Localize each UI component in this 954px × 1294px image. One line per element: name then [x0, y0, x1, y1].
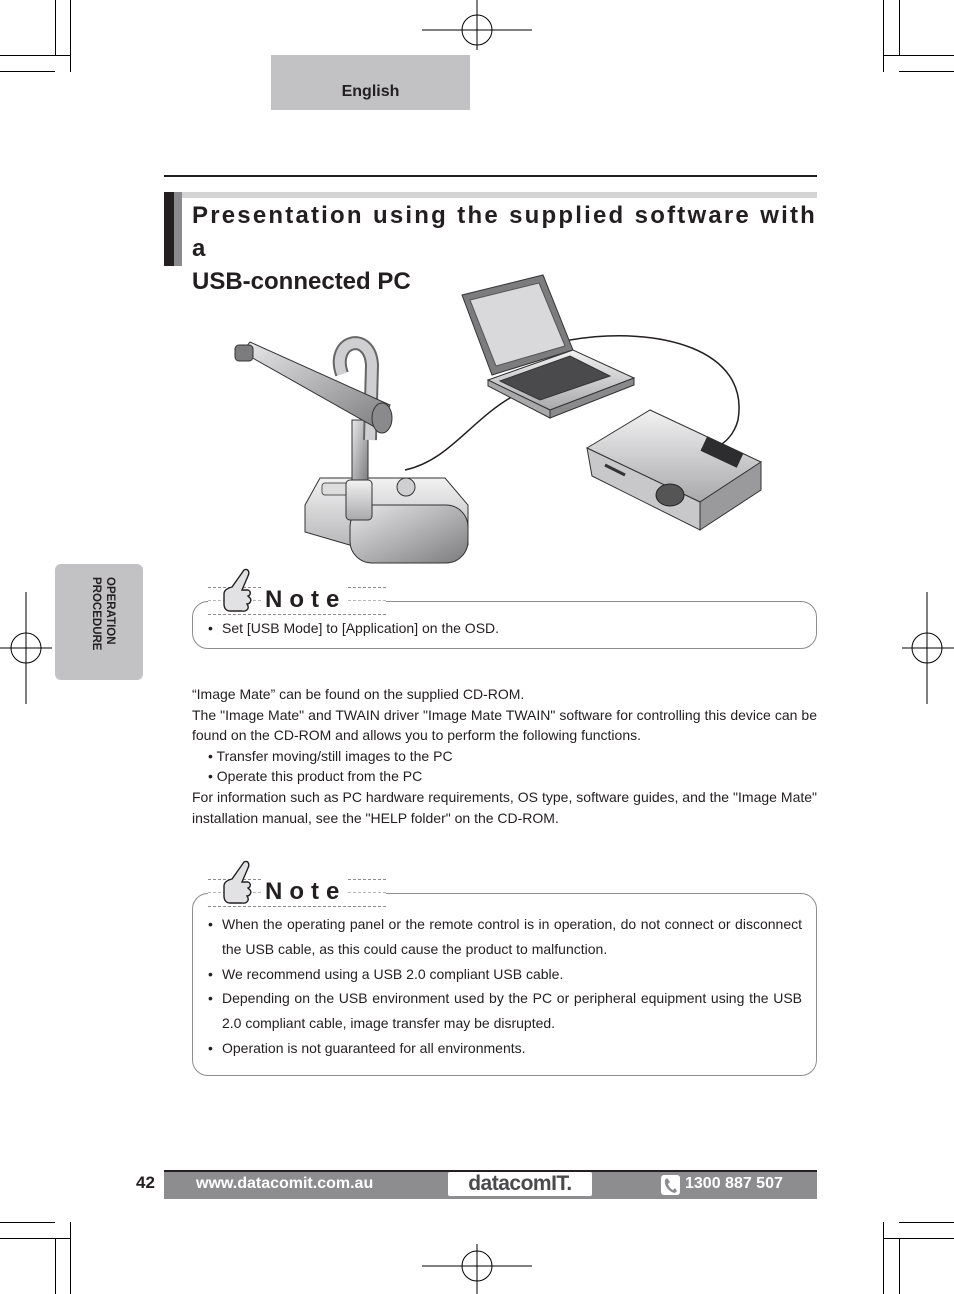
footer-logo-text: datacomIT. [468, 1172, 572, 1195]
pointing-hand-icon [222, 568, 254, 614]
page-number: 42 [136, 1173, 155, 1192]
registration-mark-bottom-icon [420, 1236, 534, 1294]
body-bullet-1: • Transfer moving/still images to the PC [208, 747, 453, 764]
title-band [164, 192, 817, 198]
registration-mark-top-icon [420, 0, 534, 60]
note-2-item: • Operation is not guaranteed for all environments. [208, 1036, 802, 1061]
note-1-text [208, 620, 803, 636]
side-tab-line1: OPERATION [104, 577, 116, 645]
section-title-line2: USB-connected PC [192, 268, 411, 295]
registration-mark-right-icon [898, 592, 954, 704]
title-top-rule [164, 175, 817, 177]
footer-phone: 1300 887 507 [685, 1175, 783, 1192]
footer-url[interactable]: www.datacomit.com.au [196, 1175, 374, 1192]
registration-mark-left-icon [0, 592, 56, 704]
note-2-item: • When the operating panel or the remote control is in operation, do not connect or disconnect the USB cable, as this could cause the product to malfunction. [208, 912, 802, 962]
document-camera [235, 342, 468, 563]
pointing-hand-icon [222, 860, 254, 906]
note-2-text [208, 912, 802, 1061]
note-2-item: • Depending on the USB environment used by the PC or peripheral equipment using the USB 2.0 compliant cable, image transfer may be disrupted. [208, 986, 802, 1036]
body-paragraph-2: The "Image Mate" and TWAIN driver "Image Mate TWAIN" software for controlling this device can be found on the CD-ROM and allows you to perform the following functions. [192, 706, 817, 744]
language-tab-label: English [341, 83, 400, 100]
section-title-line1: Presentation using the supplied software with a [192, 202, 817, 262]
note-label-2: Note [265, 878, 347, 905]
language-tab [271, 55, 470, 110]
side-tab-line2: PROCEDURE [90, 577, 102, 651]
connection-illustration [230, 270, 770, 570]
note-2-item: • We recommend using a USB 2.0 compliant USB cable. [208, 962, 802, 987]
footer-logo [448, 1172, 592, 1196]
body-text [192, 684, 817, 828]
note-label-1: Note [265, 586, 347, 613]
title-accent-bar [164, 192, 182, 266]
body-paragraph-3: For information such as PC hardware requirements, OS type, software guides, and the "Image Mate" installation manual, see the "HELP folder" on the CD-ROM. [192, 788, 817, 826]
body-paragraph-1: “Image Mate” can be found on the supplied CD-ROM. [192, 686, 525, 702]
side-tab-text [79, 577, 139, 667]
note-1-item: • Set [USB Mode] to [Application] on the OSD. [208, 620, 803, 636]
phone-icon [661, 1175, 680, 1195]
laptop-pc [462, 275, 634, 418]
body-bullet-2: • Operate this product from the PC [208, 768, 423, 785]
